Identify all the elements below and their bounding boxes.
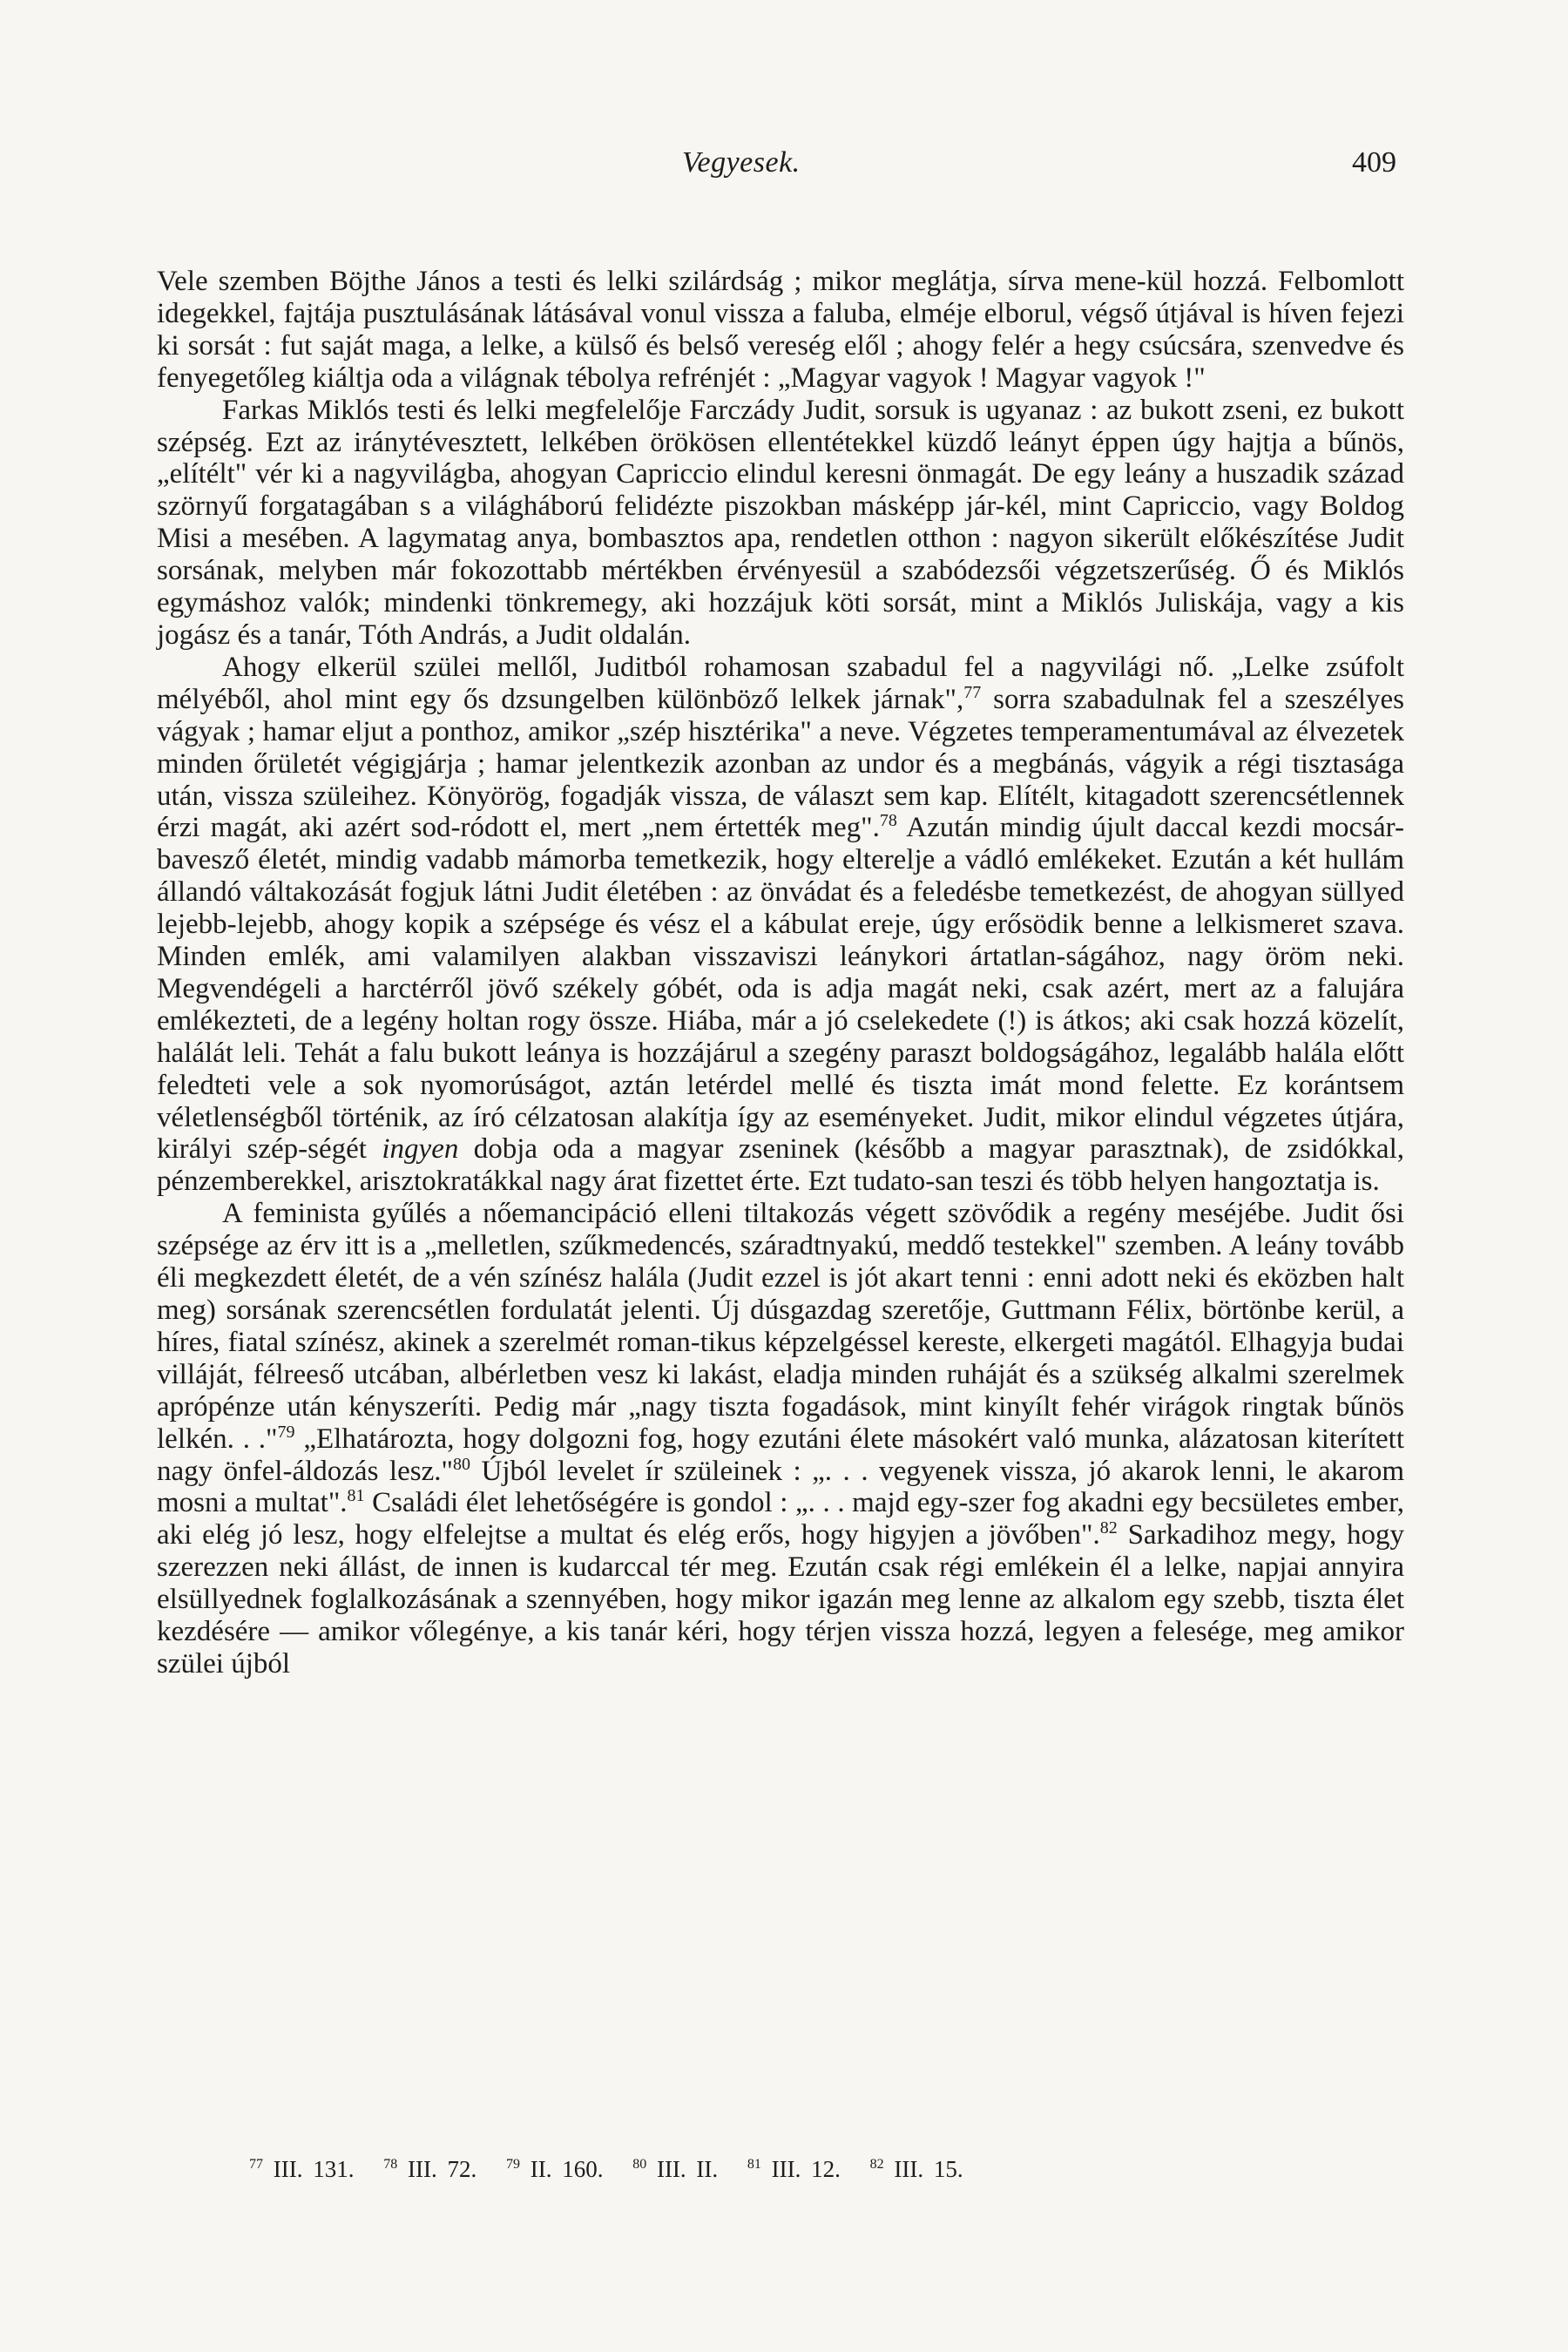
footnote-ref-80: 80 [452,1454,470,1474]
footnote-ref-82: 82 [1099,1518,1118,1538]
footnote-ref-81: 81 [347,1486,365,1506]
footnote-ref-79: 79 [277,1422,295,1442]
paragraph-1: Vele szemben Böjthe János a testi és lelki szilárdság ; mikor meglátja, sírva mene-kül hozzá. Felbomlott idegekkel, fajtája pusztulásának látásával vonul vissza a faluba, elméje elborul, végső útjával is híven fejezi ki sorsát : fut saját maga, a lelke, a külső és belső vereség elől ; ahogy felér a hegy csúcsára, szenvedve és fenyegetőleg kiáltja oda a világnak tébolya refrénjét : „Magyar vagyok ! Magyar vagyok !" [157,266,1404,394]
paragraph-2: Farkas Miklós testi és lelki megfelelője Farczády Judit, sorsuk is ugyanaz : az bukott zseni, ez bukott szépség. Ezt az iránytévesztett, lelkében örökösen ellentétekkel küzdő leányt éppen úgy hajtja a bűnös, „elítélt" vér ki a nagyvilágba, ahogyan Capriccio elindul keresni önmagát. De egy leány a huszadik század szörnyű forgatagában s a világháború felidézte piszokban másképp jár-kél, mint Capriccio, vagy Boldog Misi a mesében. A lagymatag anya, bombasztos apa, rendetlen otthon : nagyon sikerült előkészítése Judit sorsának, melyben már fokozottabb mértékben érvényesül a szabódezsői végzetszerűség. Ő és Miklós egymáshoz valók; mindenki tönkremegy, aki hozzájuk köti sorsát, mint a Miklós Juliskája, vagy a kis jogász és a tanár, Tóth András, a Judit oldalán. [157,394,1404,651]
footnotes [249,2156,1382,2183]
footnote-78: $^{78}$ III. 72. [383,2156,477,2182]
footnote-77: $^{77}$ III. 131. [249,2156,355,2182]
italic-word: ingyen [382,1133,459,1166]
body-text [157,266,1404,1680]
footnote-81: $^{81}$ III. 12. [747,2156,841,2182]
footnote-ref-78: 78 [879,811,897,831]
paragraph-3: Ahogy elkerül szülei mellől, Juditból rohamosan szabadul fel a nagyvilági nő. „Lelke zsúfolt mélyéből, ahol mint egy ős dzsungelben különböző lelkek járnak",$^{77}$ sorra szabadulnak fel a szeszélyes vágyak ; hamar eljut a ponthoz, amikor „szép hisztérika" a neve. Végzetes temperamentumával az élvezetek minden őrületét végigjárja ; hamar jelentkezik azonban az undor és a megbánás, vágyik a régi tisztasága után, vissza szüleihez. Könyörög, fogadják vissza, de választ sem kap. Elítélt, kitagadott szerencsétlennek érzi magát, aki azért sod-ródott el, mert „nem értették meg".$^{78}$ Azután mindig újult daccal kezdi mocsár-bavesző életét, mindig vadabb mámorba temetkezik, hogy elterelje a vádló emlékeket. Ezután a két hullám állandó váltakozását fogjuk látni Judit életében : az önvádat és a feledésbe temetkezést, de ahogyan süllyed lejebb-lejebb, ahogy kopik a szépsége és vész el a kábulat ereje, úgy erősödik benne a lelkismeret szava. Minden emlék, ami valamilyen alakban visszaviszi leánykori ártatlan-ságához, nagy öröm neki. Megvendégeli a harctérről jövő székely góbét, oda is adja magát neki, csak azért, mert az a falujára emlékezteti, de a legény holtan rogy össze. Hiába, már a jó cselekedete (!) is átkos; aki csak hozzá közelít, halálát leli. Tehát a falu bukott leánya is hozzájárul a szegény paraszt boldogságához, legalább halála előtt feledteti vele a sok nyomorúságot, aztán letérdel mellé és tiszta imát mond felette. Ez korántsem véletlenségből történik, az író célzatosan alakítja így az eseményeket. Judit, mikor elindul végzetes útjára, királyi szép-ségét ingyen dobja oda a magyar zseninek (később a magyar parasztnak), de zsidókkal, pénzemberekkel, arisztokratákkal nagy árat fizettet érte. Ezt tudato-san teszi és több helyen hangoztatja is. [157,651,1405,1198]
footnote-ref-77: 77 [963,682,982,702]
paragraph-4: A feminista gyűlés a nőemancipáció elleni tiltakozás végett szövődik a regény meséjébe. Judit ősi szépsége az érv itt is a „melletlen, szűkmedencés, száradtnyakú, meddő testekkel" szemben. A leány tovább éli megkezdett életét, de a vén színész halála (Judit ezzel is jót akart tenni : enni adott neki és eközben halt meg) sorsának szerencsétlen fordulatát jelenti. Új dúsgazdag szeretője, Guttmann Félix, börtönbe kerül, a híres, fiatal színész, akinek a szerelmét roman-tikus képzelgéssel kereste, elkergeti magától. Elhagyja budai villáját, félreeső utcában, albérletben vesz ki lakást, eladja minden ruháját és a szükség alkalmi szerelmek aprópénze után kényszeríti. Pedig már „nagy tiszta fogadások, mint kinyílt fehér virágok ringtak bűnös lelkén. . ."$^{79}$ „Elhatározta, hogy dolgozni fog, hogy ezutáni élete másokért való munka, alázatosan kiterített nagy önfel-áldozás lesz."$^{80}$ Újból levelet ír szüleinek : „. . . vegyenek vissza, jó akarok lenni, le akarom mosni a multat".$^{81}$ Családi élet lehetőségére is gondol : „. . . majd egy-szer fog akadni egy becsületes ember, aki elég jó lesz, hogy elfelejtse a multat és elég erős, hogy higyjen a jövőben".$^{82}$ Sarkadihoz megy, hogy szerezzen neki állást, de innen is kudarccal tér meg. Ezután csak régi emlékein él a lelke, napjai annyira elsüllyednek foglalkozásának a szennyében, hogy mikor igazán meg lenne az alkalom egy szebb, tiszta élet kezdésére — amikor vőlegénye, a kis tanár kéri, hogy térjen vissza hozzá, legyen a felesége, meg amikor szülei újból [157,1198,1405,1680]
page-number: 409 [1352,146,1396,179]
footnote-82: $^{82}$ III. 15. [869,2156,963,2182]
footnote-79: $^{79}$ II. 160. [505,2156,604,2182]
page-header [0,146,1568,199]
running-title: Vegyesek. [682,146,801,179]
footnote-80: $^{80}$ III. II. [632,2156,719,2182]
